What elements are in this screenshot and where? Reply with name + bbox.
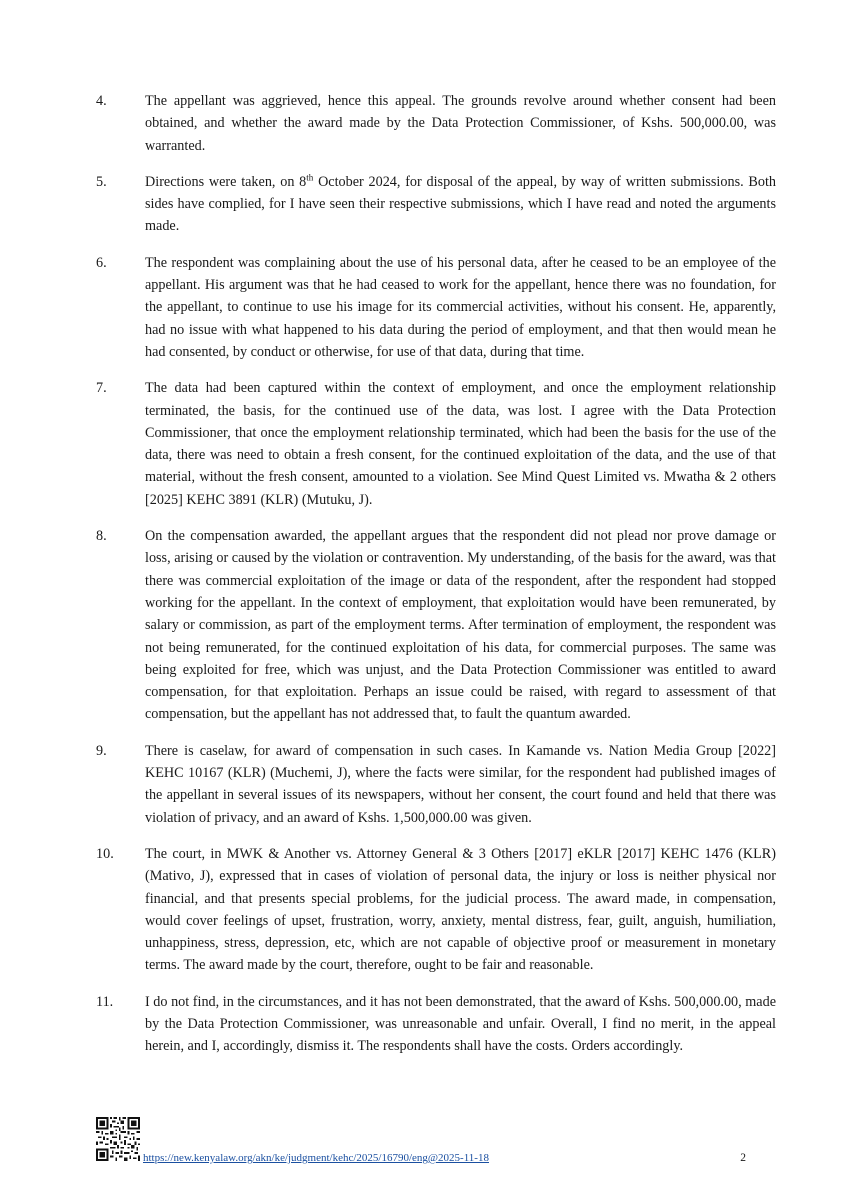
paragraph-text: The data had been captured within the context of employment, and once the employment relationship terminated, the basis, for the continued use of the data, was lost. I agree with the Data Protection Commissioner, that once the employment relationship terminated, which had been the basis for the use of the data, there was need to obtain a fresh consent, for the continued exploitation of the data, and the use of that material, without the fresh consent, amounted to a violation. See Mind Quest Limited vs. Mwatha & 2 others [2025] KEHC 3891 (KLR) (Mutuku, J). [145,380,776,508]
paragraph-text-rest: October 2024, for disposal of the appeal, by way of written submissions. Both sides have complied, for I have seen their respective submissions, which I have read and noted the arguments made. [145,173,776,235]
paragraph-text: On the compensation awarded, the appellant argues that the respondent did not plead nor prove damage or loss, arising or caused by the violation or contravention. My understanding, of the basis for the award, was that there was commercial exploitation of the image or data of the respondent, after the respondent had stopped working for the appellant. In the context of employment, that exploitation would have been remunerated, by salary or commission, as part of the employment terms. After termination of employment, the respondent was not being remunerated, for the continued exploitation of his data, for commercial purposes. The same was being exploited for free, which was unjust, and the Data Protection Commissioner was entitled to award compensation, for that exploitation. Perhaps an issue could be raised, with regard to assessment of that compensation, but the appellant has not addressed that, to fault the quantum awarded. [145,528,776,723]
paragraph-text-start: Directions were taken, on 8 [145,173,307,190]
paragraph-6 [96,252,776,363]
page-footer [96,1117,776,1167]
paragraph-number: 8. [96,528,107,545]
paragraph-9 [96,740,776,829]
paragraph-11 [96,991,776,1058]
judgment-url-link[interactable]: https://new.kenyalaw.org/akn/ke/judgment/kehc/2025/16790/eng@2025-11-18 [143,1152,489,1164]
paragraph-text: The court, in MWK & Another vs. Attorney General & 3 Others [2017] eKLR [2017] KEHC 1476 (KLR) (Mativo, J), expressed that in cases of violation of personal data, the injury or loss is neither physical nor financial, and that presents special problems, for the judicial process. The award made, in compensation, would cover feelings of upset, frustration, worry, anxiety, mental distress, fear, guilt, anguish, humiliation, unhappiness, stress, depression, etc, which are not capable of objective proof or measurement in monetary terms. The award made by the court, therefore, ought to be fair and reasonable. [145,845,776,974]
paragraph-text: The respondent was complaining about the use of his personal data, after he ceased to be an employee of the appellant. His argument was that he had ceased to work for the appellant, hence there was no foundation, for the appellant, to continue to use his image for its commercial activities, without his consent. He, apparently, had no issue with what happened to his data during the period of employment, and that then would mean he had consented, by conduct or otherwise, for use of that data, during that time. [145,254,776,360]
paragraph-7 [96,377,776,511]
paragraph-number: 7. [96,380,107,397]
paragraph-8 [96,525,776,726]
page-number: 2 [740,1152,746,1164]
paragraph-text: I do not find, in the circumstances, and it has not been demonstrated, that the award of Kshs. 500,000.00, made by the Data Protection Commissioner, was unreasonable and unfair. Overall, I find no merit, in the appeal herein, and I, accordingly, dismiss it. The respondents shall have the costs. Orders accordingly. [145,993,776,1055]
paragraph-number: 4. [96,93,107,109]
ordinal-suffix: th [306,172,314,183]
qr-code-icon [96,1117,140,1161]
paragraph-text: There is caselaw, for award of compensation in such cases. In Kamande vs. Nation Media Group [2022] KEHC 10167 (KLR) (Muchemi, J), where the facts were similar, for the respondent had published images of the appellant in several issues of its newspapers, without her consent, the court found and held that there was violation of privacy, and an award of Kshs. 1,500,000.00 was given. [145,742,776,826]
paragraph-number: 9. [96,742,107,759]
paragraph-text: The appellant was aggrieved, hence this appeal. The grounds revolve around whether consent had been obtained, and whether the award made by the Data Protection Commissioner, of Kshs. 500,000.00, was warranted. [145,93,776,154]
paragraph-text [145,171,776,238]
paragraph-4 [96,90,776,157]
judgment-paragraphs [96,90,776,1072]
paragraph-number: 11. [96,993,114,1010]
paragraph-5 [96,171,776,238]
paragraph-10 [96,843,776,977]
paragraph-number: 6. [96,254,107,271]
paragraph-number: 10. [96,845,114,862]
paragraph-number: 5. [96,173,107,190]
